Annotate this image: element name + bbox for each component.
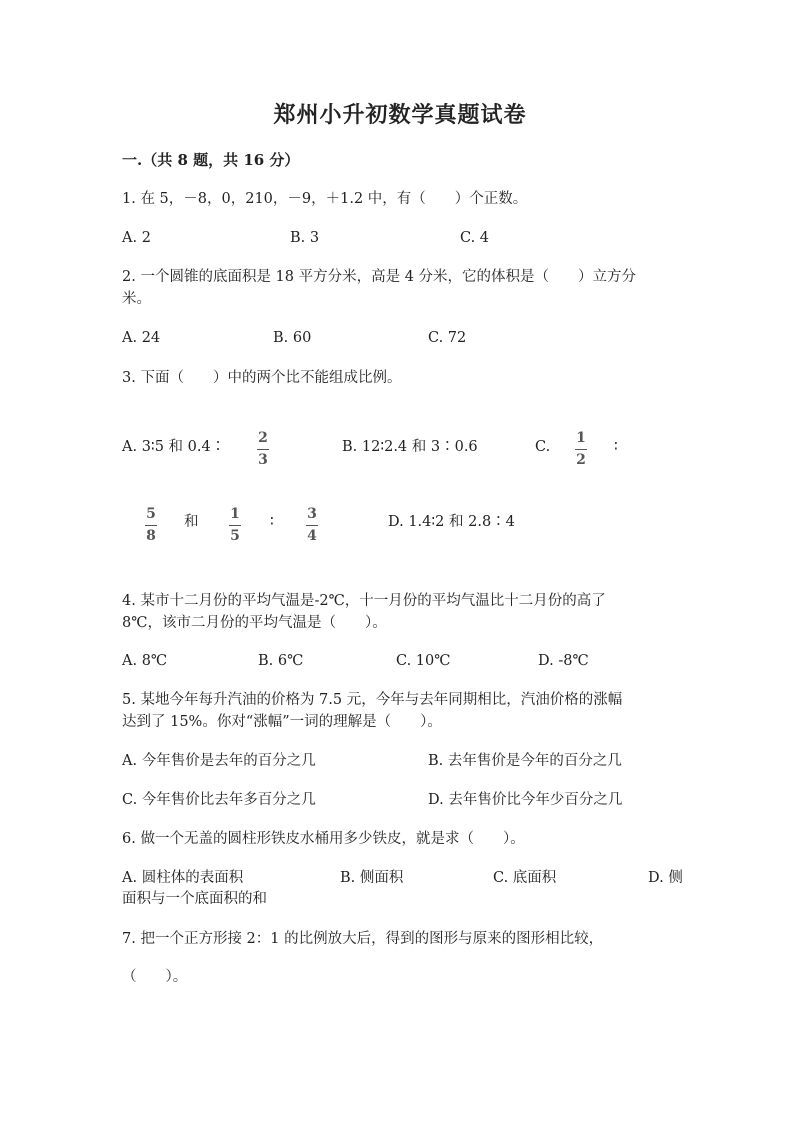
fraction-numerator: 2: [258, 430, 268, 446]
fraction-numerator: 3: [307, 506, 317, 522]
q6-option-c: C. 底面积: [493, 870, 557, 886]
q3-option-d: D. 1.4∶2 和 2.8∶4: [388, 514, 515, 530]
q3-option-c-label: C.: [535, 439, 551, 455]
q2-option-a: A. 24: [122, 330, 161, 346]
fraction-denominator: 8: [146, 528, 156, 544]
question-4-line1: 4. 某市十二月份的平均气温是-2℃，十一月份的平均气温比十二月份的高了: [122, 593, 606, 609]
q3-option-c-colon-1: ∶: [614, 439, 618, 455]
q3-option-c-fraction-3: [229, 506, 241, 544]
q1-option-c: C. 4: [460, 230, 490, 246]
q2-option-b: B. 60: [273, 330, 312, 346]
q6-option-b: B. 侧面积: [340, 870, 404, 886]
q3-option-b: B. 12∶2.4 和 3∶0.6: [342, 439, 478, 455]
q6-option-d-wrap: 面积与一个底面积的和: [122, 891, 267, 907]
fraction-bar: [306, 525, 318, 526]
question-2-line2: 米。: [122, 291, 151, 307]
q4-option-a: A. 8℃: [122, 653, 168, 669]
question-2-line1: 2. 一个圆锥的底面积是 18 平方分米，高是 4 分米，它的体积是（ ）立方分: [122, 269, 637, 285]
page-title: 郑州小升初数学真题试卷: [273, 102, 527, 128]
fraction-bar: [575, 449, 587, 450]
q4-option-c: C. 10℃: [396, 653, 451, 669]
q3-option-a-fraction: [257, 430, 269, 468]
q5-option-a: A. 今年售价是去年的百分之几: [122, 753, 316, 769]
q3-option-c-fraction-2: [145, 506, 157, 544]
q1-option-b: B. 3: [290, 230, 320, 246]
q6-option-a: A. 圆柱体的表面积: [122, 870, 244, 886]
question-5-line1: 5. 某地今年每升汽油的价格为 7.5 元，今年与去年同期相比，汽油价格的涨幅: [122, 692, 623, 708]
q5-option-b: B. 去年售价是今年的百分之几: [428, 753, 622, 769]
section-heading: 一.（共 8 题，共 16 分）: [122, 151, 300, 169]
q4-option-d: D. -8℃: [538, 653, 589, 669]
fraction-denominator: 2: [576, 452, 586, 468]
fraction-bar: [145, 525, 157, 526]
fraction-numerator: 5: [146, 506, 156, 522]
question-7-line2: （ ）。: [122, 969, 188, 985]
fraction-denominator: 4: [307, 528, 317, 544]
fraction-denominator: 5: [230, 528, 240, 544]
question-6-text: 6. 做一个无盖的圆柱形铁皮水桶用多少铁皮，就是求（ ）。: [122, 831, 525, 847]
q3-option-c-and: 和: [184, 514, 199, 530]
q2-option-c: C. 72: [428, 330, 467, 346]
q3-option-a-text: A. 3∶5 和 0.4∶: [122, 439, 226, 455]
question-5-line2: 达到了 15%。你对“涨幅”一词的理解是（ ）。: [122, 714, 442, 730]
q6-option-d: D. 侧: [648, 870, 683, 886]
q3-option-c-colon-2: ∶: [270, 514, 274, 530]
q5-option-d: D. 去年售价比今年少百分之几: [428, 792, 623, 808]
fraction-bar: [229, 525, 241, 526]
question-4-line2: 8℃，该市二月份的平均气温是（ ）。: [122, 615, 387, 631]
q4-option-b: B. 6℃: [258, 653, 304, 669]
question-1-text: 1. 在 5，－8，0，210，－9，＋1.2 中，有（ ）个正数。: [122, 191, 528, 207]
fraction-denominator: 3: [258, 452, 268, 468]
question-7-line1: 7. 把一个正方形接 2：1 的比例放大后，得到的图形与原来的图形相比较，: [122, 931, 604, 947]
fraction-numerator: 1: [576, 430, 586, 446]
q3-option-c-fraction-4: [306, 506, 318, 544]
fraction-bar: [257, 449, 269, 450]
q3-option-c-fraction-1: [575, 430, 587, 468]
q1-option-a: A. 2: [122, 230, 151, 246]
fraction-numerator: 1: [230, 506, 240, 522]
q5-option-c: C. 今年售价比去年多百分之几: [122, 792, 316, 808]
question-3-text: 3. 下面（ ）中的两个比不能组成比例。: [122, 370, 402, 386]
